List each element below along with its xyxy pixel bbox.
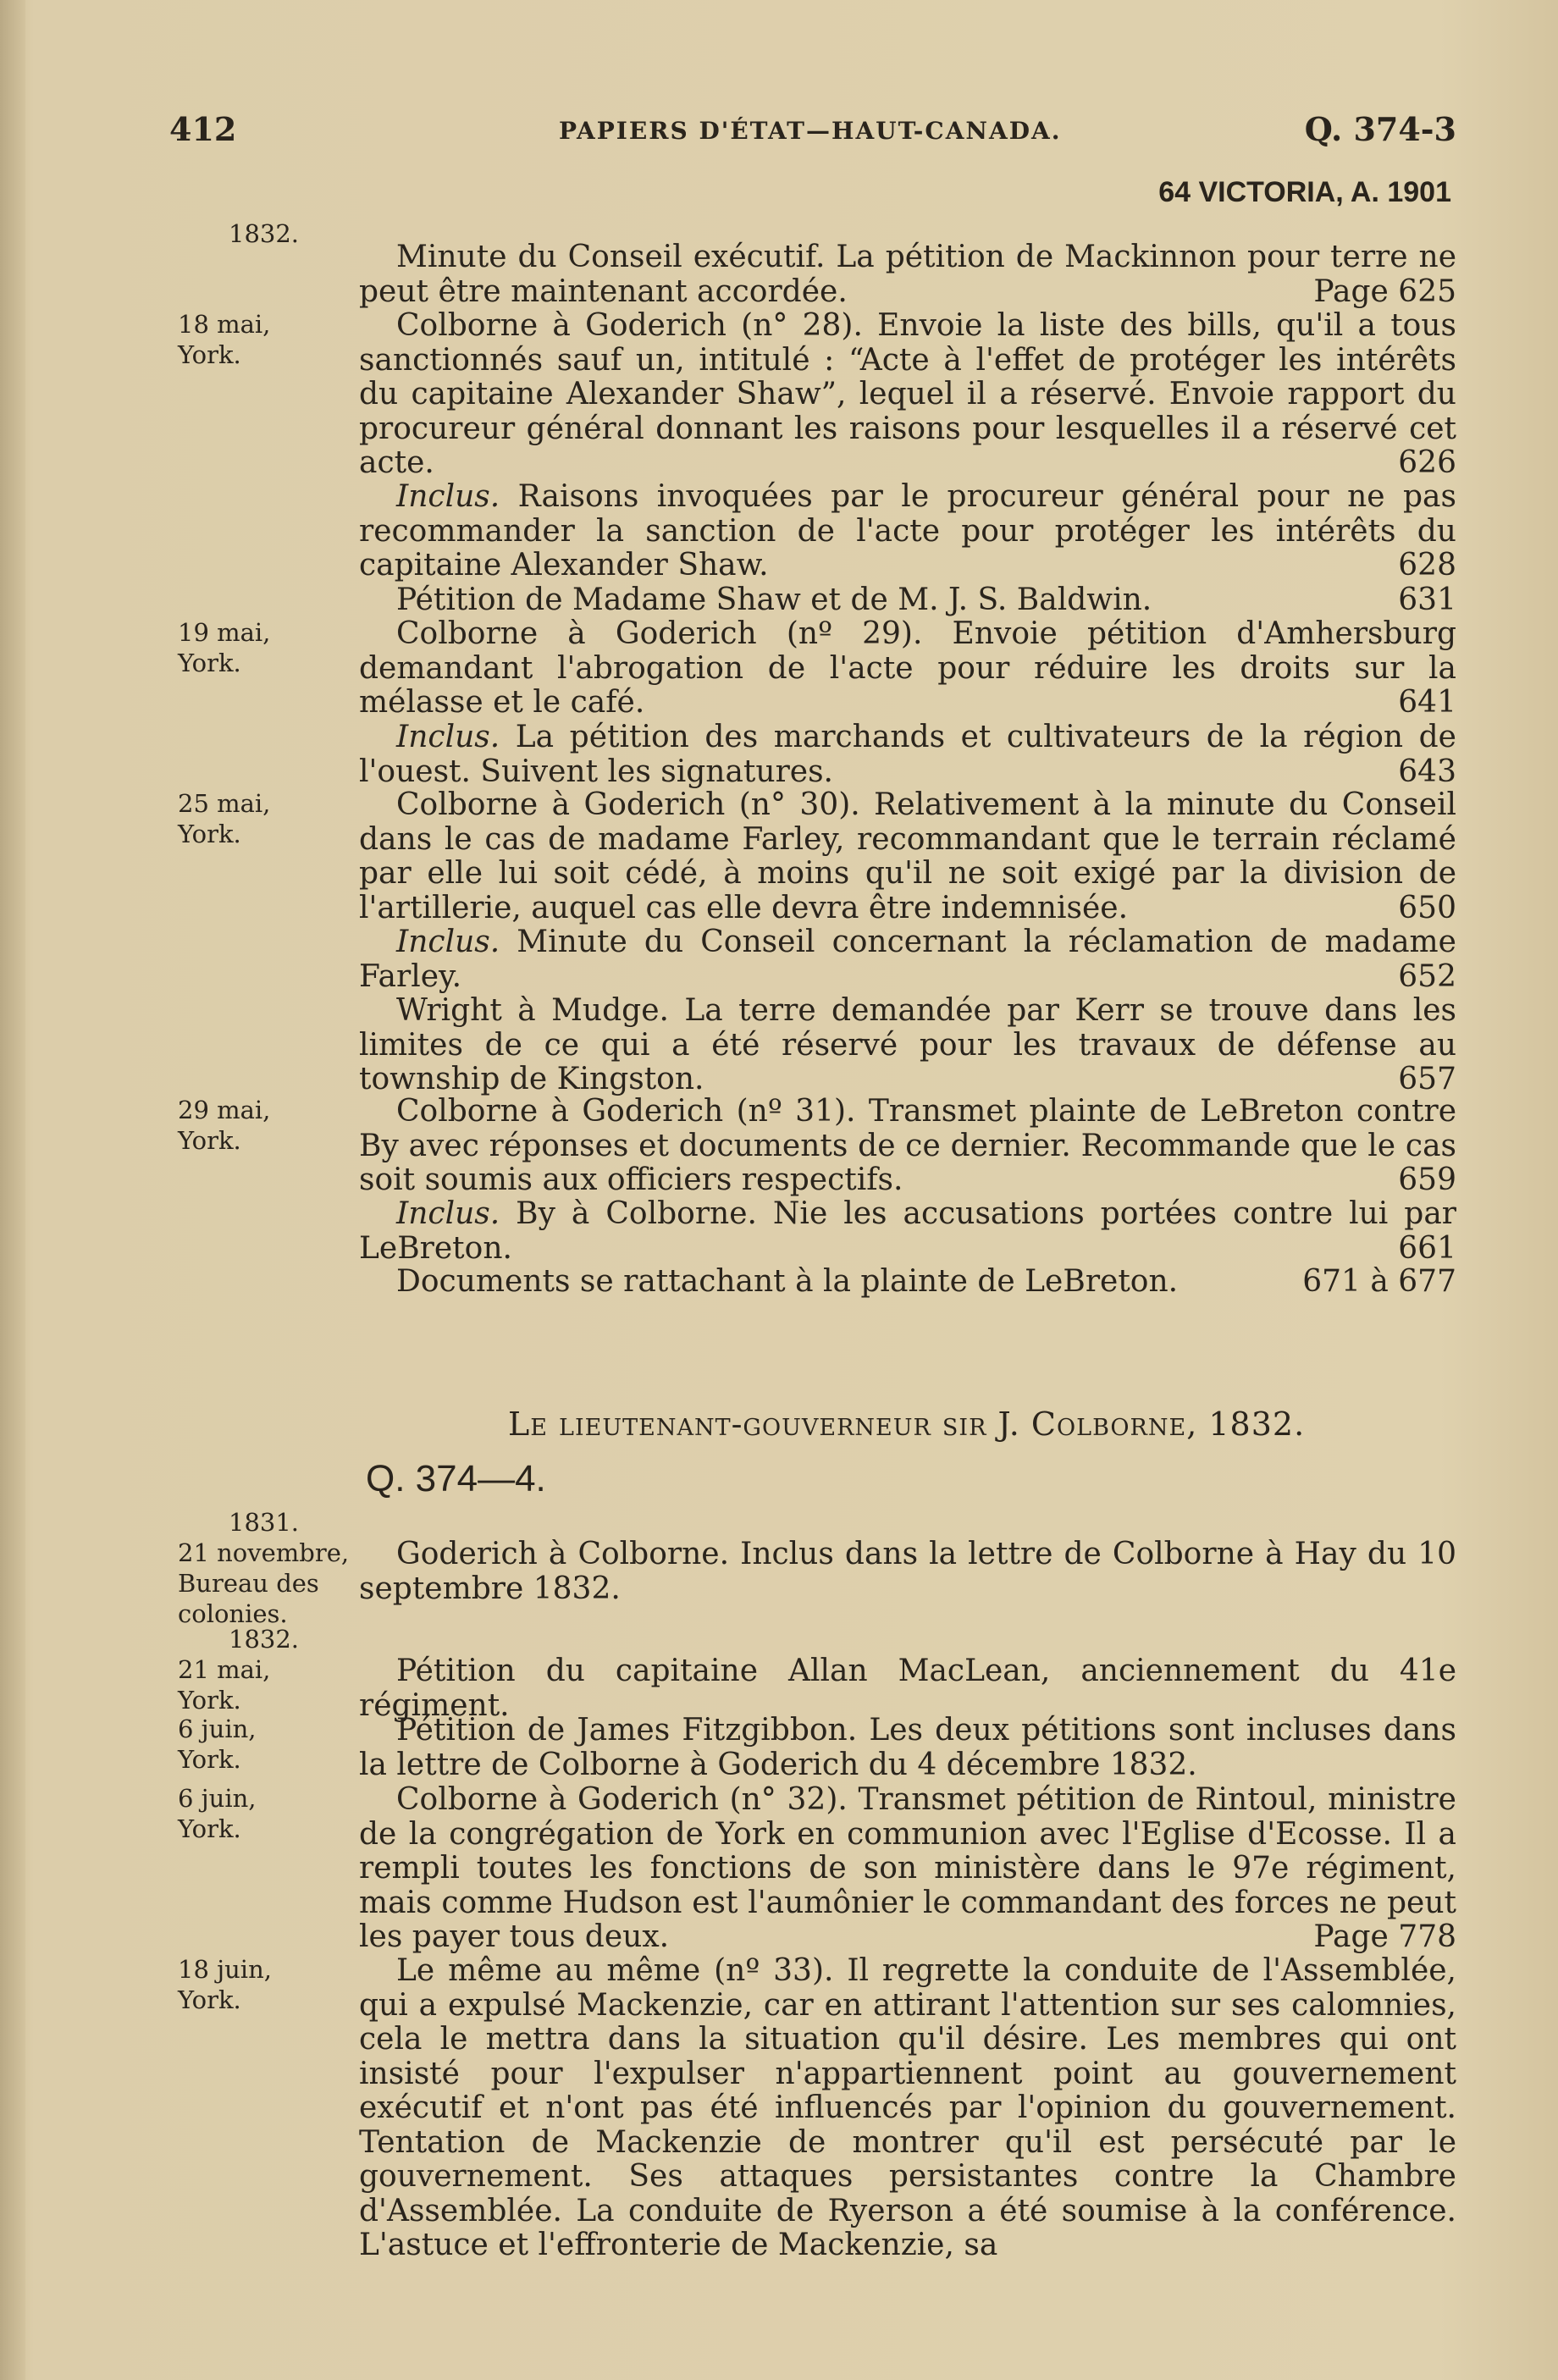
- entry-text: Pétition du capitaine Allan MacLean, anciennement du 41e régiment.: [359, 1654, 1456, 1723]
- entry-page: Page 625: [1313, 273, 1456, 309]
- entry-text: Inclus. By à Colborne. Nie les accusations portées contre lui par LeBreton. 661: [359, 1196, 1456, 1266]
- entry-text: Colborne à Goderich (n° 28). Envoie la liste des bills, qu'il a tous sanctionnés sauf un, intitulé : “Acte à l'effet de protéger les intérêts du capitaine Alexander Shaw”, lequel il a réservé. Envoie rapport du procureur général donnant les raisons pour lesquelles il a réservé cet acte. 626: [359, 308, 1456, 480]
- entry-margin: 25 mai, York.: [178, 789, 271, 848]
- section-reference: Q. 374—4.: [366, 1458, 546, 1499]
- entry-margin: 18 mai, York.: [178, 310, 271, 369]
- page-number: 412: [169, 110, 237, 148]
- entry-text: Inclus. La pétition des marchands et cultivateurs de la région de l'ouest. Suivent les signatures. 643: [359, 720, 1456, 789]
- entry-text: Colborne à Goderich (nº 31). Transmet plainte de LeBreton contre By avec réponses et documents de ce dernier. Recommande que le cas soit soumis aux officiers respectifs. 659: [359, 1094, 1456, 1197]
- entry-margin: 1831. 21 novembre, Bureau des colonies.: [178, 1508, 350, 1628]
- entry-margin: 29 mai, York.: [178, 1096, 271, 1155]
- sessional-series: 64 VICTORIA, A. 1901: [1158, 176, 1451, 208]
- running-title: PAPIERS D'ÉTAT—HAUT-CANADA.: [559, 117, 1062, 145]
- volume-reference: Q. 374-3: [1304, 110, 1456, 148]
- entry-page: 626: [1398, 445, 1456, 480]
- entry-page: 631: [1398, 583, 1456, 617]
- entry-page: 652: [1398, 958, 1456, 994]
- section-heading: Le lieutenant-gouverneur sir J. Colborne, 1832.: [508, 1405, 1306, 1443]
- entry-text: Colborne à Goderich (n° 30). Relativement à la minute du Conseil dans le cas de madame Farley, recommandant que le terrain réclamé par elle lui soit cédé, à moins qu'il ne soit exigé par la division de l'artillerie, auquel cas elle devra être indemnisée. 650: [359, 787, 1456, 925]
- section1-year: 1832.: [229, 219, 300, 248]
- entry-text: Le même au même (nº 33). Il regrette la conduite de l'Assemblée, qui a expulsé Mackenzie, car en attirant l'attention sur ses calomnies, cela le mettra dans la situation qu'il désire. Les membres qui ont insisté pour l'expulser n'appartiennent point au gouvernement exécutif et n'ont pas été influencés par l'opinion du gouvernement. Tentation de Mackenzie de montrer qu'il est persécuté par le gouvernement. Ses attaques persistantes contre la Chambre d'Assemblée. La conduite de Ryerson a été soumise à la conférence. L'astuce et l'effronterie de Mackenzie, sa: [359, 1953, 1456, 2262]
- entry-page: 661: [1398, 1230, 1456, 1266]
- entry-text: Colborne à Goderich (n° 32). Transmet pétition de Rintoul, ministre de la congrégation de York en communion avec l'Eglise d'Ecosse. Il a rempli toutes les fonctions de son ministère dans le 97e régiment, mais comme Hudson est l'aumônier le commandant des forces ne peut les payer tous deux. Page 778: [359, 1782, 1456, 1954]
- entry-text: Goderich à Colborne. Inclus dans la lettre de Colborne à Hay du 10 septembre 1832.: [359, 1537, 1456, 1606]
- entry-margin: 18 juin, York.: [178, 1955, 272, 2014]
- entry-page: 643: [1398, 754, 1456, 789]
- entry-page: 659: [1398, 1162, 1456, 1197]
- entry-page: 628: [1398, 548, 1456, 583]
- page-header: [169, 110, 1456, 152]
- page-binding-edge: [0, 0, 25, 2380]
- entry-text: Inclus. Minute du Conseil concernant la réclamation de madame Farley. 652: [359, 925, 1456, 994]
- entry-page: Page 778: [1313, 1919, 1456, 1954]
- entry-text: Pétition de James Fitzgibbon. Les deux pétitions sont incluses dans la lettre de Colborne à Goderich du 4 décembre 1832.: [359, 1713, 1456, 1782]
- entry-page: 671 à 677: [1302, 1264, 1456, 1299]
- entry-text: Wright à Mudge. La terre demandée par Kerr se trouve dans les limites de ce qui a été réservé pour les travaux de défense au township de Kingston. 657: [359, 993, 1456, 1096]
- entry-page: 641: [1398, 685, 1456, 720]
- entry-page: 650: [1398, 890, 1456, 925]
- entry-margin: 1832. 21 mai, York.: [178, 1625, 300, 1715]
- entry-page: 657: [1398, 1062, 1456, 1096]
- entry-text: Colborne à Goderich (nº 29). Envoie pétition d'Amhersburg demandant l'abrogation de l'acte pour réduire les droits sur la mélasse et le café. 641: [359, 616, 1456, 720]
- entry-text: Pétition de Madame Shaw et de M. J. S. Baldwin. 631: [396, 583, 1456, 617]
- entry-text: Minute du Conseil exécutif. La pétition de Mackinnon pour terre ne peut être maintenant accordée. Page 625: [359, 240, 1456, 309]
- entry-text: Documents se rattachant à la plainte de LeBreton. 671 à 677: [396, 1264, 1456, 1299]
- entry-margin: 6 juin, York.: [178, 1784, 257, 1843]
- entry-text: Inclus. Raisons invoquées par le procureur général pour ne pas recommander la sanction de l'acte pour protéger les intérêts du capitaine Alexander Shaw. 628: [359, 479, 1456, 583]
- entry-margin: 19 mai, York.: [178, 618, 271, 677]
- entry-margin: 6 juin, York.: [178, 1715, 257, 1774]
